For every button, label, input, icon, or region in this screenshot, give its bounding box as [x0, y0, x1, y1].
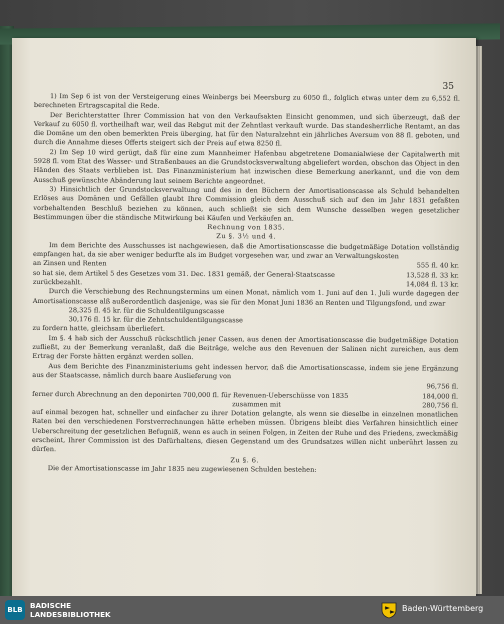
bw-label[interactable]: Baden-Württemberg — [402, 604, 484, 613]
viewer-footer — [0, 596, 504, 624]
section-2-heading: Zu §. 6. — [230, 455, 260, 464]
line-item-2-value: 13,528 fl. 33 kr. — [406, 270, 459, 280]
payment-paragraph: Durch die Verschiebung des Rechnungstermins um einen Monat, nämlich vom 1. Juni auf den 1. Juli wurde dagegen der Amortisationscasse alß außerordentlich dasjenige, was sie für den Monat Juni 1836 an Renten und Tilgungsfond, und zwar — [32, 287, 459, 308]
line-c-label: zusammen mit — [232, 400, 281, 409]
blb-name-line2: LANDESBIBLIOTHEK — [30, 610, 111, 619]
line-b-label: ferner durch Abrechnung an den deponirten 700,000 fl. für Revenuen-Ueberschüsse von 1835 — [32, 389, 349, 400]
page-text — [32, 92, 460, 476]
section-subheading: Zu §. 3½ und 4. — [216, 232, 276, 241]
blb-logo-icon[interactable]: BLB — [5, 600, 25, 620]
amount-2: 30,176 fl. 15 kr. für die Zehntschuldentilgungscasse — [68, 315, 243, 325]
line-a-value: 96,756 fl. — [426, 382, 459, 391]
line-b-value: 184,000 fl. — [422, 391, 459, 401]
line-item-2-label: so hat sie, dem Artikel 5 des Gesetzes vom 31. Dec. 1831 gemäß, der General-Staatscasse — [32, 268, 335, 279]
last-line: Die der Amortisationscasse im Jahr 1835 neu zugewiesenen Schulden bestehen: — [47, 463, 317, 474]
amount-1: 28,325 fl. 45 kr. für die Schuldentilgungscasse — [68, 306, 225, 315]
line-item-1-label: an Zinsen und Renten — [32, 259, 107, 268]
blb-name-line1: BADISCHE — [30, 601, 72, 610]
paragraph-3: 2) Im Sep 10 wird gerügt, daß für eine zum Mannheimer Hafenbau abgetretene Domanialwiese der Capitalwerth mit 5928 fl. vom Etat des Wasser- und Straßenbaues an die Grundstocksverwaltung abgeliefert worden, obschon das Object in den Händen des Staats verblieben ist. Das Finanzministerium hat inzwischen diese Bemerkung anerkannt, und die von dem Ausschuß gewünschte Abänderung laut seinem Berichte angeordnet. — [33, 147, 460, 186]
paragraph-6: Im §. 4 hab sich der Ausschuß rückschtlich jener Cassen, aus denen der Amortisationscasse die budgetmäßige Dotation zufließt, zu der Bemerkung veranlaßt, daß die Beiträge, welche aus den Revenuen der Salinen nicht zureichen, aus dem Ertrag der Forste hätten ergänzt werden sollen. — [32, 333, 459, 362]
line-item-3-value: 14,084 fl. 13 kr. — [406, 280, 459, 289]
paragraph-8: auf einmal bezogen hat, schneller und einfacher zu ihrer Dotation gelangte, als wenn sie dieselbe in einzelnen monatlichen Raten bei den verschiedenen Forstverrechnungen hätte erheben müssen. Übrigens bleibt dies Verfahren hinsichtlich einer Ueberschreitung der gesetzlichen Befugniß, wenn es auch in seinen Folgen, in Zeiten der Ruhe und des Friedens, zweckmäßig erscheint, Ihrer Commission ist des Dafürhaltens, diesen Gegenstand um des Grundsatzes willen nicht unberührt lassen zu dürfen. — [31, 408, 459, 454]
payment-tail: zu fordern hatte, gleichsam überliefert. — [32, 324, 165, 334]
line-c-value: 280,756 fl. — [422, 401, 459, 410]
line-item-1-value: 555 fl. 40 kr. — [416, 261, 459, 270]
paragraph-2: Der Berichterstatter Ihrer Commission hat von den Verkaufsakten Einsicht genommen, und sich überzeugt, daß der Verkauf zu 6050 fl. vortheilhaft war, weil das Rebgut mit der Zehntlast verkauft wurde. Das standesherrliche Rentamt, an das die Domäne um den oben bemerkten Preis überging, hat für den Naturalzehnt ein jährliches Aversum von 88 fl. geboten, und durch die Annahme dieses Offerts steigert sich der Preis auf etwa 8250 fl. — [33, 110, 460, 149]
line-item-3-label: zurückbezahlt. — [32, 277, 83, 287]
bw-coat-of-arms-icon[interactable] — [380, 601, 398, 619]
paragraph-1: 1) Im Sep 6 ist von der Versteigerung eines Weinbergs bei Meersburg zu 6050 fl., folglich etwas unter dem zu 6,552 fl. berechneten Ertragscapital die Rede. — [33, 92, 460, 111]
paragraph-7: Aus dem Berichte des Finanzministeriums geht indessen hervor, daß die Amortisationscasse, indem sie jene Ergänzung aus der Staatscasse, nämlich durch baare Auslieferung von — [32, 361, 459, 381]
report-paragraph: Im dem Berichte des Ausschusses ist nachgewiesen, daß die Amortisationscasse die budgetmäßige Dotation vollständig empfangen hat, da sie aber weniger bedurfte als im Budget vorgesehen war, und zwar an Verwaltungskosten — [32, 240, 460, 261]
section-heading: Rechnung von 1835. — [207, 223, 286, 232]
blb-name[interactable] — [30, 601, 111, 619]
paragraph-4: 3) Hinsichtlich der Grundstocksverwaltung und des in den Büchern der Amortisationscasse als Schuld behandelten Erlöses aus Domänen und Gefällen glaubt Ihre Commission gleich dem Ausschuß sich auf den im Jahr 1831 gefaßten vorbehaltenden Beschluß beziehen zu können, auch schließt sie sich dem Wunsche desselben wegen gesetzlicher Bestimmungen über die ständische Mitwirkung bei Käufen und Verkäufen an. — [33, 185, 460, 223]
page-number: 35 — [442, 82, 454, 92]
